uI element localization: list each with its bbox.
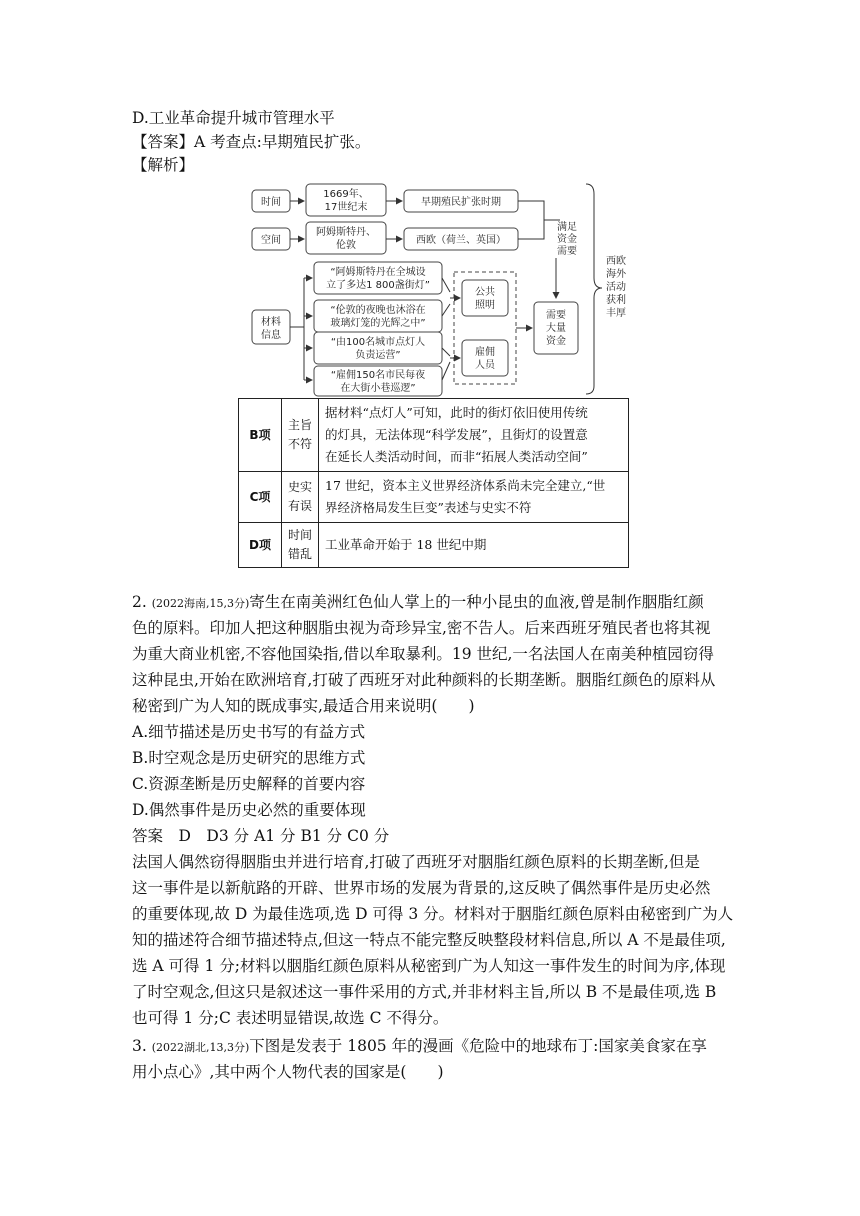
need-funds-3: 需要 bbox=[557, 246, 577, 257]
conclusion-2: 海外 bbox=[606, 269, 626, 280]
quote-4b: 在大街小巷巡逻” bbox=[340, 383, 416, 394]
table-row bbox=[239, 399, 629, 472]
time-label: 时间 bbox=[261, 197, 281, 208]
answer-line: 【答案】A 考查点:早期殖民扩张。 bbox=[132, 133, 371, 151]
quote-1a: “阿姆斯特丹在全城设 bbox=[330, 267, 426, 278]
option-d-previous: D.工业革命提升城市管理水平 bbox=[132, 109, 335, 127]
q2-option-d: D.偶然事件是历史必然的重要体现 bbox=[132, 801, 366, 819]
public-lighting-1: 公共 bbox=[475, 287, 495, 298]
explanation-table bbox=[238, 398, 629, 568]
public-lighting-2: 照明 bbox=[475, 300, 495, 311]
table-row bbox=[239, 523, 629, 568]
q2-answer: 答案 D D3 分 A1 分 B1 分 C0 分 bbox=[132, 827, 390, 845]
material-label-2: 信息 bbox=[261, 330, 281, 341]
time-result: 早期殖民扩张时期 bbox=[421, 197, 501, 208]
quote-2b: 玻璃灯笼的光辉之中” bbox=[330, 318, 426, 329]
need-funds-2: 资金 bbox=[557, 234, 577, 245]
q2-explanation-4: 知的描述符合细节描述特点,但这一特点不能完整反映整段材料信息,所以 A 不是最佳项, bbox=[132, 931, 726, 949]
table-cell-text: 17 世纪，资本主义世界经济体系尚未完全建立,“世 界经济格局发生巨变”表述与史实不符 bbox=[319, 472, 629, 523]
table-cell-tag: 主旨 不符 bbox=[282, 399, 319, 472]
table-cell-item: B项 bbox=[239, 399, 282, 472]
q2-stem-line-5: 秘密到广为人知的既成事实,最适合用来说明( ) bbox=[132, 697, 475, 715]
hire-people-1: 雇佣 bbox=[475, 347, 495, 358]
q2-option-b: B.时空观念是历史研究的思维方式 bbox=[132, 749, 366, 767]
q2-option-a: A.细节描述是历史书写的有益方式 bbox=[132, 723, 366, 741]
q3-stem-line-2: 用小点心》,其中两个人物代表的国家是( ) bbox=[132, 1063, 444, 1081]
q2-explanation-3: 的重要体现,故 D 为最佳选项,选 D 可得 3 分。材料对于胭脂红颜色原料由秘密到广为人 bbox=[132, 905, 734, 923]
conclusion-3: 活动 bbox=[606, 282, 626, 293]
q3-source: (2022湖北,13,3分) bbox=[151, 1041, 250, 1054]
analysis-diagram bbox=[248, 180, 628, 398]
conclusion-1: 西欧 bbox=[606, 256, 626, 267]
quote-4a: “雇佣150名市民每夜 bbox=[330, 370, 426, 381]
table-cell-item: C项 bbox=[239, 472, 282, 523]
space-value-1: 阿姆斯特丹、 bbox=[316, 227, 376, 238]
time-value-1: 1669年、 bbox=[323, 189, 369, 200]
q2-source: (2022海南,15,3分) bbox=[151, 597, 250, 610]
q2-stem-line-2: 色的原料。印加人把这种胭脂虫视为奇珍异宝,密不告人。后来西班牙殖民者也将其视 bbox=[132, 619, 711, 637]
q2-stem-line-3: 为重大商业机密,不容他国染指,借以牟取暴利。19 世纪,一名法国人在南美种植园窃得 bbox=[132, 645, 714, 663]
analysis-label: 【解析】 bbox=[132, 156, 195, 174]
q2-explanation-5: 选 A 可得 1 分;材料以胭脂红颜色原料从秘密到广为人知这一事件发生的时间为序,体现 bbox=[132, 957, 726, 975]
quote-1b: 立了多达1 800盏街灯” bbox=[326, 280, 430, 291]
q2-stem-line-4: 这种昆虫,开始在欧洲培育,打破了西班牙对此种颜料的长期垄断。胭脂红颜色的原料从 bbox=[132, 671, 716, 689]
space-value-2: 伦敦 bbox=[336, 240, 356, 251]
material-label-1: 材料 bbox=[261, 317, 281, 328]
need-capital-2: 大量 bbox=[546, 323, 566, 334]
table-cell-tag: 时间 错乱 bbox=[282, 523, 319, 568]
table-row bbox=[239, 472, 629, 523]
conclusion-4: 获利 bbox=[606, 295, 626, 306]
q2-explanation-1: 法国人偶然窃得胭脂虫并进行培育,打破了西班牙对胭脂红颜色原料的长期垄断,但是 bbox=[132, 853, 700, 871]
q2-explanation-2: 这一事件是以新航路的开辟、世界市场的发展为背景的,这反映了偶然事件是历史必然 bbox=[132, 879, 711, 897]
hire-people-2: 人员 bbox=[475, 360, 495, 371]
quote-2a: “伦敦的夜晚也沐浴在 bbox=[330, 305, 426, 316]
q2-explanation-7: 也可得 1 分;C 表述明显错误,故选 C 不得分。 bbox=[132, 1009, 449, 1027]
time-value-2: 17世纪末 bbox=[324, 202, 368, 213]
q2-explanation-6: 了时空观念,但这只是叙述这一事件采用的方式,并非材料主旨,所以 B 不是最佳项,选 B bbox=[132, 983, 717, 1001]
quote-3b: 负责运营” bbox=[355, 350, 401, 361]
table-cell-text: 工业革命开始于 18 世纪中期 bbox=[319, 523, 629, 568]
need-funds-1: 满足 bbox=[557, 222, 577, 233]
quote-3a: “由100名城市点灯人 bbox=[330, 337, 426, 348]
space-label: 空间 bbox=[261, 235, 281, 246]
conclusion-5: 丰厚 bbox=[606, 308, 626, 319]
q2-option-c: C.资源垄断是历史解释的首要内容 bbox=[132, 775, 366, 793]
table-cell-tag: 史实 有误 bbox=[282, 472, 319, 523]
q3-stem-line-1: 3. (2022湖北,13,3分)下图是发表于 1805 年的漫画《危险中的地球布丁:国家美食家在享 bbox=[132, 1037, 707, 1055]
table-cell-text: 据材料“点灯人”可知，此时的街灯依旧使用传统 的灯具，无法体现“科学发展”，且街灯的设置意 在延长人类活动时间，而非“拓展人类活动空间” bbox=[319, 399, 629, 472]
space-result: 西欧（荷兰、英国） bbox=[416, 235, 506, 246]
need-capital-1: 需要 bbox=[546, 310, 566, 321]
q2-stem-line-1: 2. (2022海南,15,3分)寄生在南美洲红色仙人掌上的一种小昆虫的血液,曾是制作胭脂红颜 bbox=[132, 593, 704, 611]
need-capital-3: 资金 bbox=[546, 336, 566, 347]
table-cell-item: D项 bbox=[239, 523, 282, 568]
